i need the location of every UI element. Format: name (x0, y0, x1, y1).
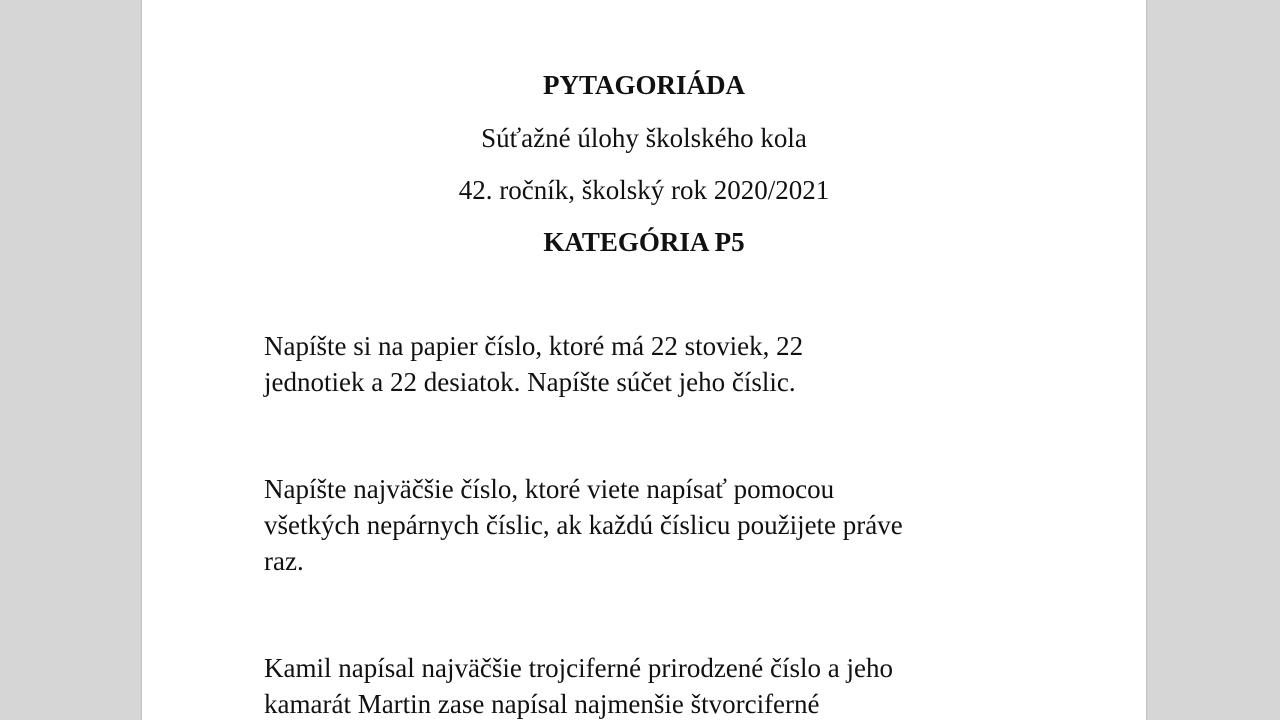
document-subtitle: Súťažné úlohy školského kola (481, 123, 807, 153)
document-page (142, 0, 1146, 720)
document-title: PYTAGORIÁDA (543, 70, 745, 100)
task-line: kamarát Martin zase napísal najmenšie štvorciferné (264, 689, 820, 719)
task-3 (264, 650, 1034, 720)
task-line: raz. (264, 546, 304, 576)
task-line: všetkých nepárnych číslic, ak každú číslicu použijete práve (264, 510, 903, 540)
task-line: Napíšte si na papier číslo, ktoré má 22 stoviek, 22 (264, 331, 804, 361)
school-year: 42. ročník, školský rok 2020/2021 (458, 175, 830, 205)
task-line: Kamil napísal najväčšie trojciferné prirodzené číslo a jeho (264, 653, 893, 683)
task-1 (264, 328, 1034, 400)
category-heading: KATEGÓRIA P5 (543, 227, 745, 257)
task-line: Napíšte najväčšie číslo, ktoré viete napísať pomocou (264, 474, 835, 504)
task-line: jednotiek a 22 desiatok. Napíšte súčet jeho číslic. (264, 367, 796, 397)
task-2 (264, 471, 1034, 579)
